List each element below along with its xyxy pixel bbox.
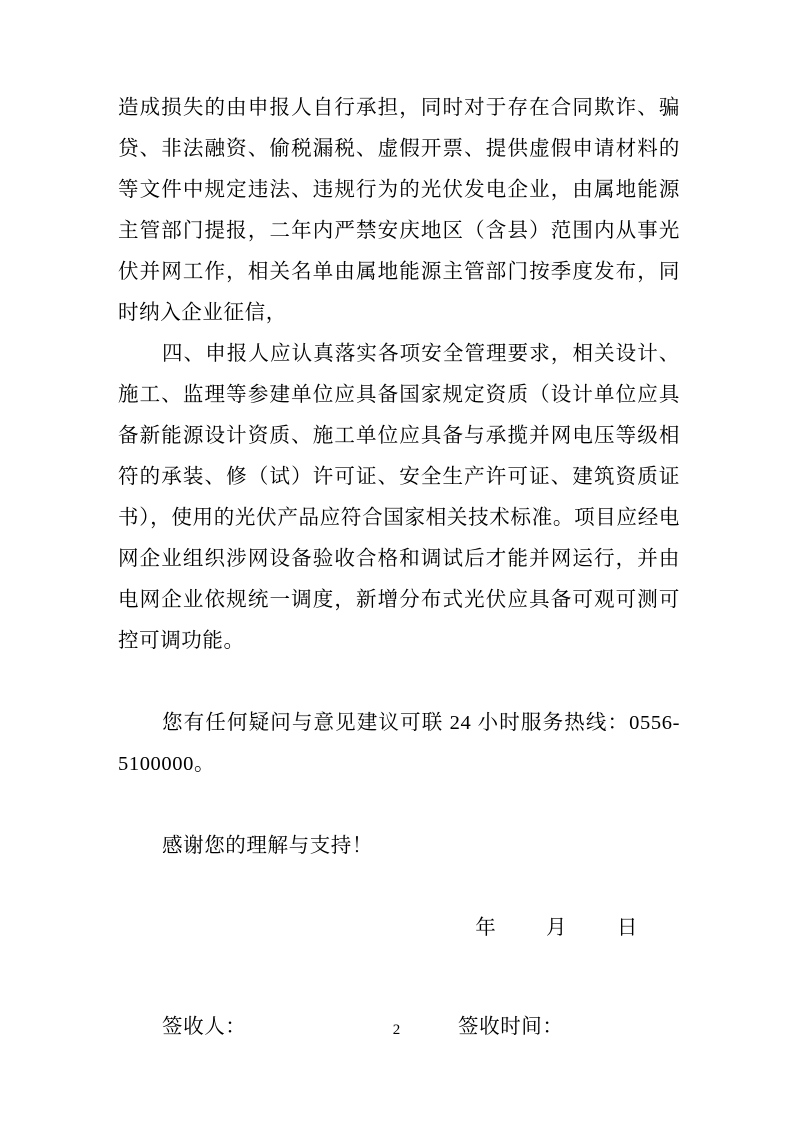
receive-time-label: 签收时间：	[458, 1016, 564, 1038]
paragraph-2: 四、申报人应认真落实各项安全管理要求，相关设计、施工、监理等参建单位应具备国家规定资质（设计单位应具备新能源设计资质、施工单位应具备与承揽并网电压等级相符的承装、修（试）许可证、安全生产许可证、建筑资质证书），使用的光伏产品应符合国家相关技术标准。项目应经电网企业组织涉网设备验收合格和调试后才能并网运行，并由电网企业依规统一调度，新增分布式光伏应具备可观可测可控可调功能。	[118, 343, 680, 652]
paragraph-1: 造成损失的由申报人自行承担，同时对于存在合同欺诈、骗贷、非法融资、偷税漏税、虚假开票、提供虚假申请材料的等文件中规定违法、违规行为的光伏发电企业，由属地能源主管部门提报，二年内严禁安庆地区（含县）范围内从事光伏并网工作，相关名单由属地能源主管部门按季度发布，同时纳入企业征信，	[118, 97, 680, 324]
receiver-label: 签收人：	[162, 1016, 247, 1038]
document-body	[118, 88, 680, 1048]
date-line	[118, 908, 680, 949]
paragraph-3: 您有任何疑问与意见建议可联 24 小时服务热线：0556-5100000。	[118, 712, 680, 775]
date-month-label: 月	[546, 917, 568, 939]
page-number: 2	[392, 1022, 401, 1038]
date-day-label: 日	[616, 917, 638, 939]
paragraph-4: 感谢您的理解与支持！	[162, 835, 373, 857]
date-year-label: 年	[475, 917, 497, 939]
